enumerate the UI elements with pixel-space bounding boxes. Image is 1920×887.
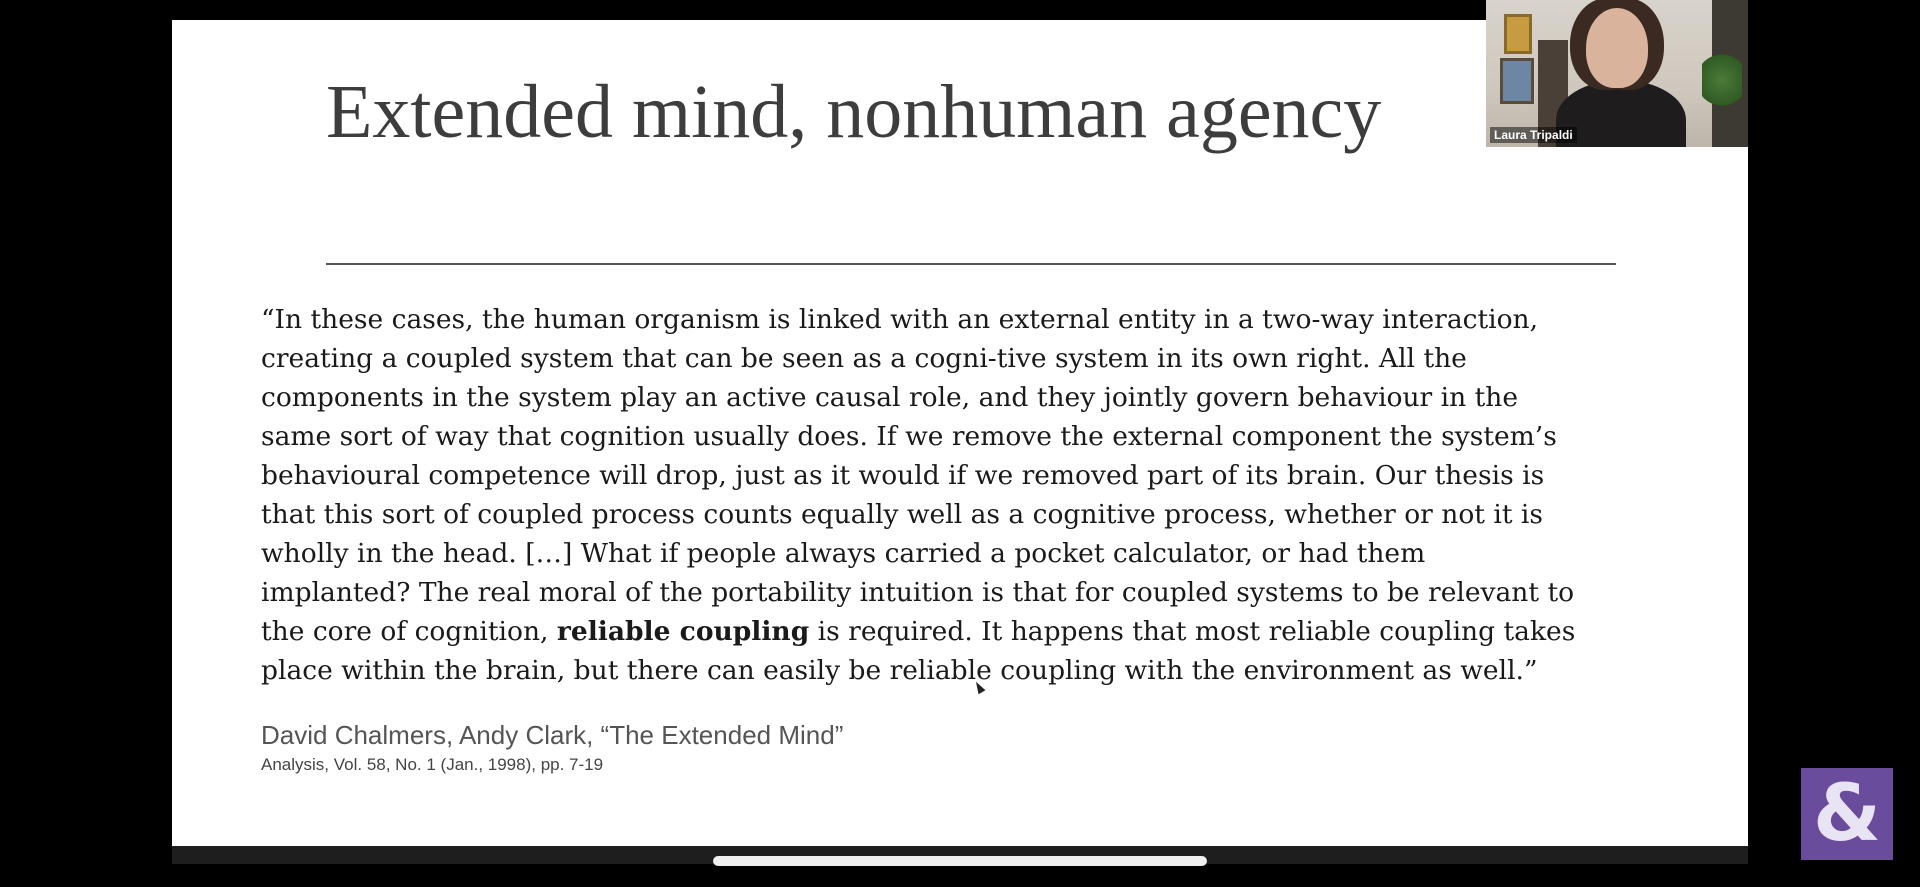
citation-source: Analysis, Vol. 58, No. 1 (Jan., 1998), pp. 7-19 [261,755,604,774]
quote-bold-phrase: reliable coupling [556,616,810,647]
ampersand-logo-icon: & [1801,768,1893,860]
participant-head [1586,8,1648,88]
participant-name-label: Laura Tripaldi [1490,127,1577,143]
background-plant [1702,50,1742,110]
title-divider [326,263,1616,265]
slide-title: Extended mind, nonhuman agency [326,70,1382,154]
participant-video-tile[interactable] [1486,0,1748,147]
quote-text-end: is required. It happens that most reliable coupling takes place within the brain, but there can easily be reliable coupling with the environment as well.” [261,616,1576,686]
citation-author: David Chalmers, Andy Clark, “The Extended Mind” [261,720,844,750]
home-indicator[interactable] [713,856,1207,866]
wall-picture [1500,58,1534,104]
quote-text-start: “In these cases, the human organism is linked with an external entity in a two-way interaction, creating a coupled system that can be seen as a cogni-tive system in its own right. All the components in the system play an active causal role, and they jointly govern behaviour in the same sort of way that cognition usually does. If we remove the external component the system’s behavioural competence will drop, just as it would if we removed part of its brain. Our thesis is that this sort of coupled process counts equally well as a cognitive process, whether or not it is wholly in the head. […] What if people always carried a pocket calculator, or had them implanted? The real moral of the portability intuition is that for coupled systems to be relevant to the core of cognition, [261,304,1575,647]
slide-quote [261,300,1681,690]
wall-picture [1504,14,1532,54]
